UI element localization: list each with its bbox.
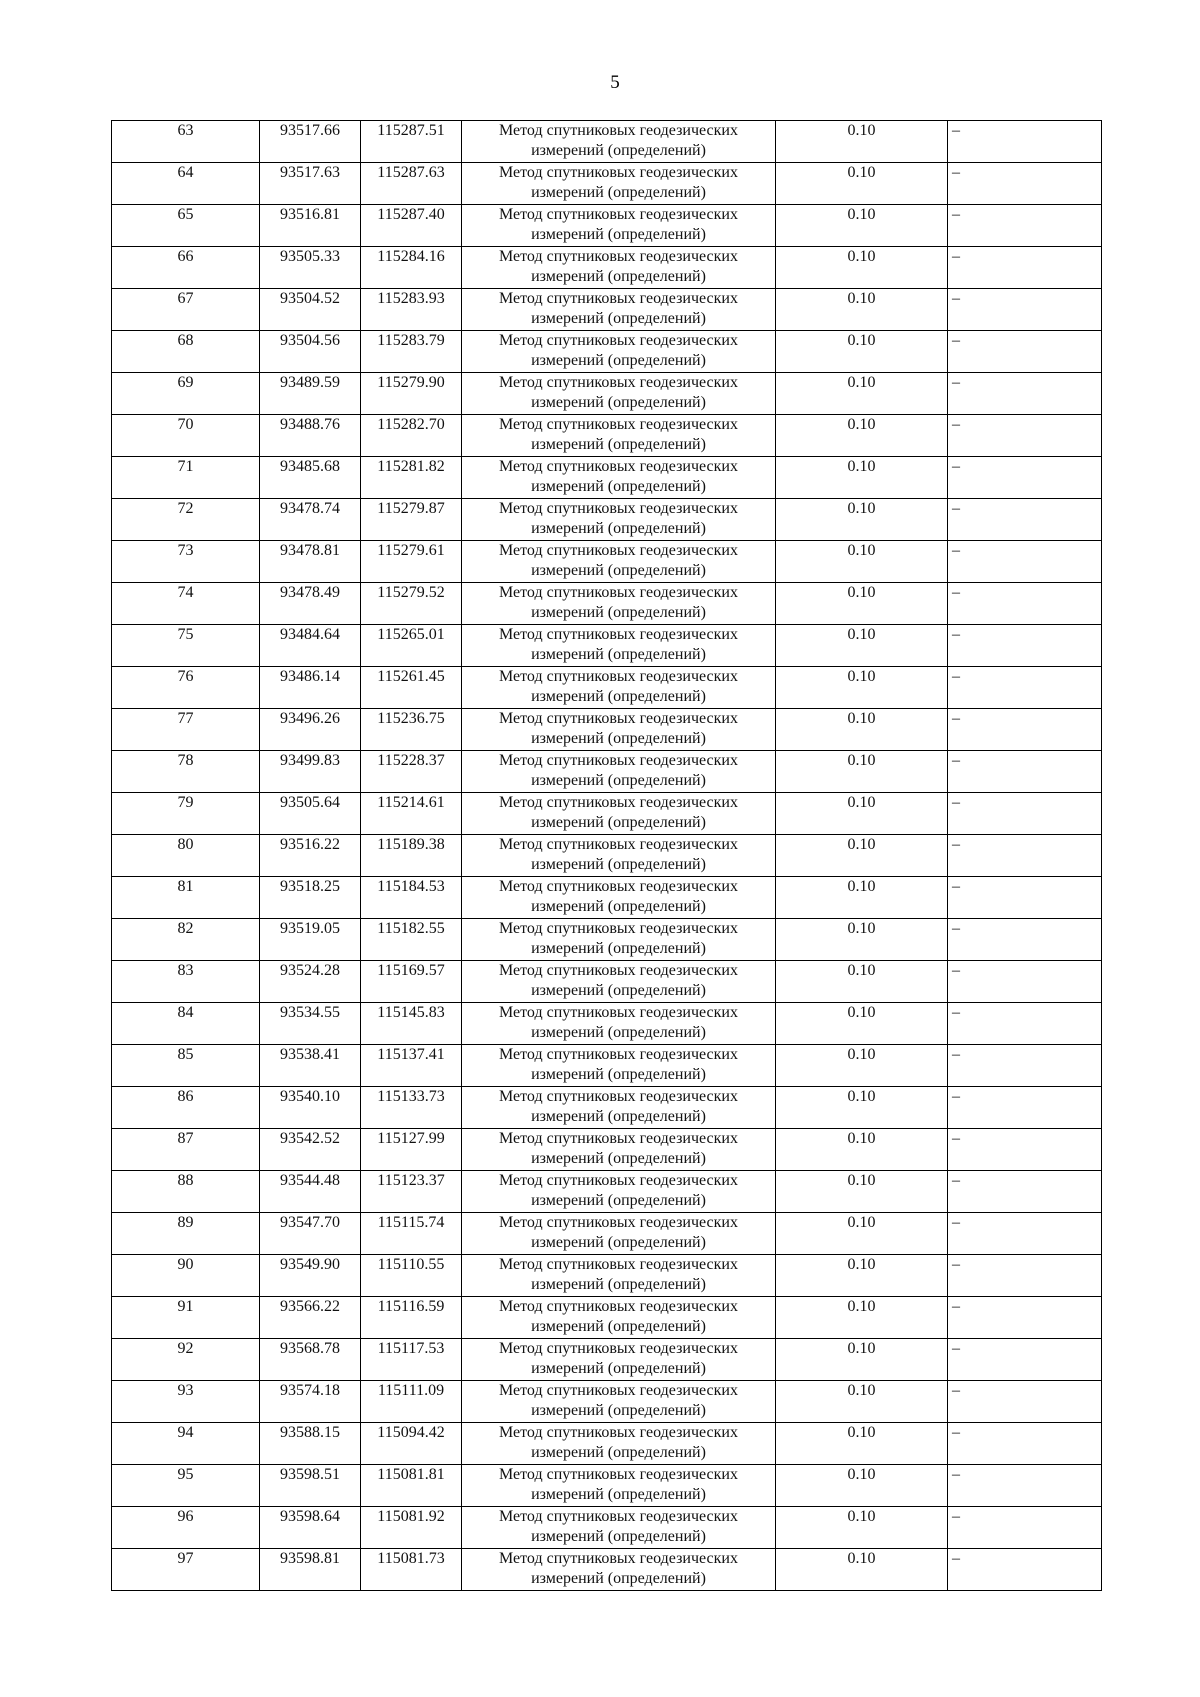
coordinate-x-cell: 93499.83 [260,751,361,793]
description-cell: – [948,1423,1102,1465]
coordinate-x-cell: 93598.64 [260,1507,361,1549]
coordinate-y-cell: 115184.53 [361,877,462,919]
coordinate-x-cell: 93516.22 [260,835,361,877]
method-cell: Метод спутниковых геодезических измерений (определений) [462,163,776,205]
point-number-cell: 96 [112,1507,260,1549]
method-cell: Метод спутниковых геодезических измерений (определений) [462,877,776,919]
table-row [112,499,1102,541]
description-cell: – [948,541,1102,583]
coordinate-y-cell: 115279.61 [361,541,462,583]
description-cell: – [948,1297,1102,1339]
accuracy-cell: 0.10 [776,919,948,961]
point-number-cell: 89 [112,1213,260,1255]
description-cell: – [948,709,1102,751]
coordinate-x-cell: 93484.64 [260,625,361,667]
table-row [112,331,1102,373]
coordinate-y-cell: 115133.73 [361,1087,462,1129]
method-cell: Метод спутниковых геодезических измерений (определений) [462,331,776,373]
description-cell: – [948,121,1102,163]
method-cell: Метод спутниковых геодезических измерений (определений) [462,457,776,499]
accuracy-cell: 0.10 [776,1213,948,1255]
coordinate-y-cell: 115287.63 [361,163,462,205]
accuracy-cell: 0.10 [776,1381,948,1423]
method-cell: Метод спутниковых геодезических измерений (определений) [462,1213,776,1255]
coordinate-x-cell: 93519.05 [260,919,361,961]
point-number-cell: 71 [112,457,260,499]
coordinate-x-cell: 93574.18 [260,1381,361,1423]
accuracy-cell: 0.10 [776,1129,948,1171]
method-cell: Метод спутниковых геодезических измерений (определений) [462,1507,776,1549]
coordinate-x-cell: 93485.68 [260,457,361,499]
table-row [112,1423,1102,1465]
accuracy-cell: 0.10 [776,163,948,205]
description-cell: – [948,877,1102,919]
point-number-cell: 74 [112,583,260,625]
coordinate-y-cell: 115123.37 [361,1171,462,1213]
description-cell: – [948,1507,1102,1549]
description-cell: – [948,331,1102,373]
coordinate-y-cell: 115094.42 [361,1423,462,1465]
table-row [112,1507,1102,1549]
coordinates-table-body [112,121,1102,1591]
table-row [112,541,1102,583]
accuracy-cell: 0.10 [776,877,948,919]
accuracy-cell: 0.10 [776,331,948,373]
coordinate-x-cell: 93505.33 [260,247,361,289]
table-row [112,205,1102,247]
description-cell: – [948,751,1102,793]
accuracy-cell: 0.10 [776,961,948,1003]
point-number-cell: 66 [112,247,260,289]
point-number-cell: 70 [112,415,260,457]
coordinate-y-cell: 115127.99 [361,1129,462,1171]
description-cell: – [948,205,1102,247]
point-number-cell: 87 [112,1129,260,1171]
coordinate-y-cell: 115214.61 [361,793,462,835]
method-cell: Метод спутниковых геодезических измерений (определений) [462,1549,776,1591]
description-cell: – [948,1171,1102,1213]
method-cell: Метод спутниковых геодезических измерений (определений) [462,835,776,877]
method-cell: Метод спутниковых геодезических измерений (определений) [462,289,776,331]
table-row [112,1213,1102,1255]
coordinate-y-cell: 115261.45 [361,667,462,709]
table-row [112,1129,1102,1171]
method-cell: Метод спутниковых геодезических измерений (определений) [462,751,776,793]
point-number-cell: 79 [112,793,260,835]
description-cell: – [948,373,1102,415]
point-number-cell: 76 [112,667,260,709]
method-cell: Метод спутниковых геодезических измерений (определений) [462,1171,776,1213]
table-row [112,751,1102,793]
table-row [112,373,1102,415]
method-cell: Метод спутниковых геодезических измерений (определений) [462,1423,776,1465]
table-row [112,667,1102,709]
coordinate-x-cell: 93496.26 [260,709,361,751]
table-row [112,1381,1102,1423]
coordinate-x-cell: 93505.64 [260,793,361,835]
description-cell: – [948,961,1102,1003]
method-cell: Метод спутниковых геодезических измерений (определений) [462,919,776,961]
table-row [112,1003,1102,1045]
point-number-cell: 82 [112,919,260,961]
accuracy-cell: 0.10 [776,499,948,541]
coordinate-y-cell: 115282.70 [361,415,462,457]
accuracy-cell: 0.10 [776,1255,948,1297]
table-row [112,457,1102,499]
table-row [112,919,1102,961]
point-number-cell: 69 [112,373,260,415]
coordinate-y-cell: 115137.41 [361,1045,462,1087]
coordinate-x-cell: 93598.81 [260,1549,361,1591]
coordinate-x-cell: 93598.51 [260,1465,361,1507]
coordinate-y-cell: 115117.53 [361,1339,462,1381]
table-row [112,289,1102,331]
description-cell: – [948,1465,1102,1507]
coordinate-x-cell: 93544.48 [260,1171,361,1213]
method-cell: Метод спутниковых геодезических измерений (определений) [462,499,776,541]
accuracy-cell: 0.10 [776,205,948,247]
description-cell: – [948,457,1102,499]
accuracy-cell: 0.10 [776,1339,948,1381]
accuracy-cell: 0.10 [776,1465,948,1507]
coordinate-y-cell: 115145.83 [361,1003,462,1045]
accuracy-cell: 0.10 [776,709,948,751]
method-cell: Метод спутниковых геодезических измерений (определений) [462,625,776,667]
point-number-cell: 88 [112,1171,260,1213]
coordinate-x-cell: 93524.28 [260,961,361,1003]
description-cell: – [948,835,1102,877]
table-row [112,793,1102,835]
accuracy-cell: 0.10 [776,1507,948,1549]
coordinate-y-cell: 115279.52 [361,583,462,625]
method-cell: Метод спутниковых геодезических измерений (определений) [462,667,776,709]
page-number: 5 [610,72,620,93]
table-row [112,625,1102,667]
accuracy-cell: 0.10 [776,583,948,625]
coordinate-x-cell: 93517.66 [260,121,361,163]
coordinate-x-cell: 93486.14 [260,667,361,709]
coordinate-x-cell: 93516.81 [260,205,361,247]
point-number-cell: 85 [112,1045,260,1087]
table-row [112,1549,1102,1591]
description-cell: – [948,1129,1102,1171]
coordinate-x-cell: 93540.10 [260,1087,361,1129]
table-row [112,1297,1102,1339]
coordinate-x-cell: 93518.25 [260,877,361,919]
coordinate-x-cell: 93504.56 [260,331,361,373]
coordinate-y-cell: 115279.87 [361,499,462,541]
method-cell: Метод спутниковых геодезических измерений (определений) [462,961,776,1003]
point-number-cell: 81 [112,877,260,919]
accuracy-cell: 0.10 [776,1549,948,1591]
accuracy-cell: 0.10 [776,667,948,709]
description-cell: – [948,667,1102,709]
coordinate-y-cell: 115116.59 [361,1297,462,1339]
coordinate-x-cell: 93542.52 [260,1129,361,1171]
method-cell: Метод спутниковых геодезических измерений (определений) [462,415,776,457]
coordinate-y-cell: 115111.09 [361,1381,462,1423]
coordinate-x-cell: 93504.52 [260,289,361,331]
point-number-cell: 97 [112,1549,260,1591]
coordinate-y-cell: 115284.16 [361,247,462,289]
point-number-cell: 86 [112,1087,260,1129]
coordinate-y-cell: 115169.57 [361,961,462,1003]
method-cell: Метод спутниковых геодезических измерений (определений) [462,1045,776,1087]
coordinate-y-cell: 115081.73 [361,1549,462,1591]
table-row [112,121,1102,163]
accuracy-cell: 0.10 [776,457,948,499]
coordinate-y-cell: 115283.93 [361,289,462,331]
accuracy-cell: 0.10 [776,1171,948,1213]
coordinate-x-cell: 93478.49 [260,583,361,625]
point-number-cell: 80 [112,835,260,877]
point-number-cell: 78 [112,751,260,793]
description-cell: – [948,415,1102,457]
table-row [112,1255,1102,1297]
table-row [112,1465,1102,1507]
point-number-cell: 77 [112,709,260,751]
table-row [112,1171,1102,1213]
coordinate-x-cell: 93566.22 [260,1297,361,1339]
coordinate-y-cell: 115182.55 [361,919,462,961]
description-cell: – [948,499,1102,541]
method-cell: Метод спутниковых геодезических измерений (определений) [462,205,776,247]
coordinate-y-cell: 115236.75 [361,709,462,751]
point-number-cell: 65 [112,205,260,247]
point-number-cell: 63 [112,121,260,163]
point-number-cell: 92 [112,1339,260,1381]
method-cell: Метод спутниковых геодезических измерений (определений) [462,541,776,583]
table-row [112,877,1102,919]
coordinate-x-cell: 93489.59 [260,373,361,415]
description-cell: – [948,793,1102,835]
method-cell: Метод спутниковых геодезических измерений (определений) [462,1087,776,1129]
coordinate-y-cell: 115228.37 [361,751,462,793]
coordinate-y-cell: 115081.92 [361,1507,462,1549]
method-cell: Метод спутниковых геодезических измерений (определений) [462,121,776,163]
accuracy-cell: 0.10 [776,289,948,331]
description-cell: – [948,1339,1102,1381]
description-cell: – [948,289,1102,331]
coordinate-x-cell: 93549.90 [260,1255,361,1297]
table-row [112,961,1102,1003]
accuracy-cell: 0.10 [776,541,948,583]
method-cell: Метод спутниковых геодезических измерений (определений) [462,1381,776,1423]
point-number-cell: 75 [112,625,260,667]
coordinate-x-cell: 93534.55 [260,1003,361,1045]
accuracy-cell: 0.10 [776,1087,948,1129]
point-number-cell: 91 [112,1297,260,1339]
coordinate-y-cell: 115287.40 [361,205,462,247]
method-cell: Метод спутниковых геодезических измерений (определений) [462,247,776,289]
method-cell: Метод спутниковых геодезических измерений (определений) [462,1255,776,1297]
accuracy-cell: 0.10 [776,1003,948,1045]
coordinate-y-cell: 115265.01 [361,625,462,667]
coordinate-y-cell: 115081.81 [361,1465,462,1507]
coordinate-x-cell: 93478.81 [260,541,361,583]
accuracy-cell: 0.10 [776,835,948,877]
table-row [112,247,1102,289]
coordinate-y-cell: 115283.79 [361,331,462,373]
description-cell: – [948,625,1102,667]
point-number-cell: 93 [112,1381,260,1423]
accuracy-cell: 0.10 [776,1045,948,1087]
table-row [112,1339,1102,1381]
coordinate-y-cell: 115279.90 [361,373,462,415]
method-cell: Метод спутниковых геодезических измерений (определений) [462,583,776,625]
point-number-cell: 73 [112,541,260,583]
description-cell: – [948,919,1102,961]
method-cell: Метод спутниковых геодезических измерений (определений) [462,1297,776,1339]
point-number-cell: 94 [112,1423,260,1465]
description-cell: – [948,1213,1102,1255]
table-row [112,1045,1102,1087]
accuracy-cell: 0.10 [776,121,948,163]
coordinate-x-cell: 93588.15 [260,1423,361,1465]
accuracy-cell: 0.10 [776,247,948,289]
table-row [112,835,1102,877]
point-number-cell: 67 [112,289,260,331]
point-number-cell: 84 [112,1003,260,1045]
coordinate-x-cell: 93547.70 [260,1213,361,1255]
coordinate-x-cell: 93538.41 [260,1045,361,1087]
table-row [112,415,1102,457]
description-cell: – [948,1045,1102,1087]
method-cell: Метод спутниковых геодезических измерений (определений) [462,793,776,835]
method-cell: Метод спутниковых геодезических измерений (определений) [462,373,776,415]
point-number-cell: 64 [112,163,260,205]
point-number-cell: 90 [112,1255,260,1297]
method-cell: Метод спутниковых геодезических измерений (определений) [462,1339,776,1381]
coordinate-x-cell: 93478.74 [260,499,361,541]
method-cell: Метод спутниковых геодезических измерений (определений) [462,1003,776,1045]
coordinate-x-cell: 93517.63 [260,163,361,205]
coordinate-y-cell: 115281.82 [361,457,462,499]
description-cell: – [948,1255,1102,1297]
coordinate-x-cell: 93488.76 [260,415,361,457]
accuracy-cell: 0.10 [776,1423,948,1465]
description-cell: – [948,1549,1102,1591]
accuracy-cell: 0.10 [776,1297,948,1339]
description-cell: – [948,247,1102,289]
accuracy-cell: 0.10 [776,793,948,835]
method-cell: Метод спутниковых геодезических измерений (определений) [462,1129,776,1171]
description-cell: – [948,1087,1102,1129]
point-number-cell: 95 [112,1465,260,1507]
table-row [112,1087,1102,1129]
table-row [112,163,1102,205]
accuracy-cell: 0.10 [776,373,948,415]
description-cell: – [948,163,1102,205]
description-cell: – [948,1003,1102,1045]
table-row [112,709,1102,751]
description-cell: – [948,1381,1102,1423]
coordinate-y-cell: 115189.38 [361,835,462,877]
coordinate-x-cell: 93568.78 [260,1339,361,1381]
description-cell: – [948,583,1102,625]
coordinate-y-cell: 115110.55 [361,1255,462,1297]
method-cell: Метод спутниковых геодезических измерений (определений) [462,709,776,751]
coordinate-y-cell: 115287.51 [361,121,462,163]
coordinates-table [111,120,1102,1591]
accuracy-cell: 0.10 [776,751,948,793]
table-row [112,583,1102,625]
point-number-cell: 72 [112,499,260,541]
coordinate-y-cell: 115115.74 [361,1213,462,1255]
method-cell: Метод спутниковых геодезических измерений (определений) [462,1465,776,1507]
point-number-cell: 68 [112,331,260,373]
accuracy-cell: 0.10 [776,625,948,667]
point-number-cell: 83 [112,961,260,1003]
accuracy-cell: 0.10 [776,415,948,457]
